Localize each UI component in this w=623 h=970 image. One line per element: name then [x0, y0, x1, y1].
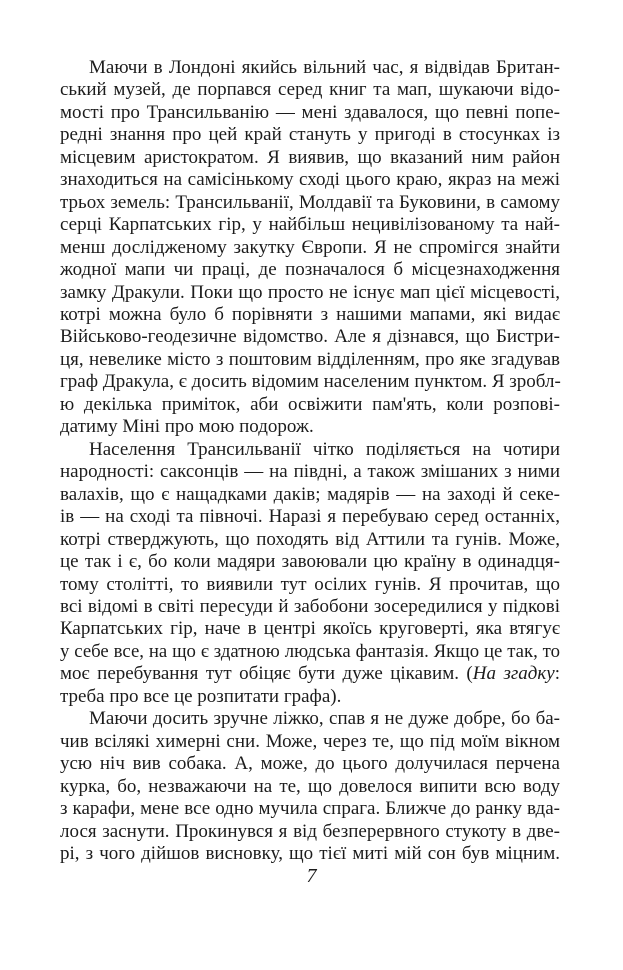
text-line: це так і є, бо коли мадяри завоювали цю країну в одинадця-	[60, 551, 560, 572]
text-line: ів — на сході та півночі. Наразі я перебуваю серед останніх,	[60, 506, 560, 527]
text-line: граф Дракула, є досить відомим населеним пунктом. Я зробл-	[60, 371, 561, 392]
text-line: Маючи в Лондоні якийсь вільний час, я відвідав Британ-	[89, 57, 560, 78]
text-line: Військово-геодезичне відомство. Але я дізнався, що Бистри-	[60, 326, 560, 347]
text-line: курка, бо, незважаючи на те, що довелося випити всю воду	[60, 776, 560, 797]
text-line: всі відомі в світі пересуди й забобони зосередилися у підкові	[60, 596, 560, 617]
text-line	[60, 663, 560, 685]
text-run: :	[554, 663, 560, 684]
text-line: усю ніч вив собака. А, може, до цього долучилася перчена	[60, 753, 560, 774]
text-line: мості про Трансильванію — мені здавалося, що певні попе-	[60, 102, 560, 123]
text-line: місцевим аристократом. Я виявив, що вказаний ним район	[60, 147, 560, 168]
note-label: На згадку	[472, 663, 555, 684]
text-line: ю декілька приміток, аби освіжити пам'ять, коли розпові-	[60, 394, 560, 415]
text-line: ський музей, де порпався серед книг та мап, шукаючи відо-	[60, 79, 560, 100]
text-line: котрі стверджують, що походять від Аттили та гунів. Може,	[60, 529, 560, 550]
text-line: тому столітті, то виявили тут осілих гунів. Я прочитав, що	[60, 574, 560, 595]
text-line: у себе все, на що є здатною людська фантазія. Якщо це так, то	[60, 641, 560, 662]
text-line: лося заснути. Прокинувся я від безперервного стукоту в две-	[60, 821, 560, 842]
text-line: треба про все це розпитати графа).	[60, 686, 342, 707]
text-line: трьох земель: Трансильванії, Молдавії та Буковини, в самому	[60, 192, 560, 213]
text-line: Карпатських гір, наче в центрі якоїсь круговерті, яка втягує	[60, 618, 560, 639]
text-line: валахів, що є нащадками даків; мадярів — на заході й секе-	[60, 484, 560, 505]
text-line: знаходиться на самісінькому сході цього краю, якраз на межі	[60, 169, 560, 190]
text-line: редні знання про цей край стануть у пригоді в стосунках із	[60, 124, 560, 145]
text-line: народності: саксонців — на півдні, а також змішаних з ними	[60, 461, 560, 482]
text-line: замку Дракули. Поки що просто не існує мап цієї місцевості,	[60, 282, 560, 303]
text-line: ця, невелике місто з поштовим відділенням, про яке згадував	[60, 349, 560, 370]
text-line: чив всілякі химерні сни. Може, через те, що під моїм вікном	[60, 731, 560, 752]
text-line: з карафи, мене все одно мучила спрага. Ближче до ранку вда-	[60, 798, 560, 819]
text-line: менш дослідженому закутку Європи. Я не спромігся знайти	[60, 237, 560, 258]
text-line: жодної мапи чи праці, де позначалося б місцезнаходження	[60, 259, 560, 280]
text-line: Маючи досить зручне ліжко, спав я не дуже добре, бо ба-	[89, 708, 560, 729]
text-run: моє перебування тут обіцяє бути дуже цікавим. (	[60, 663, 473, 684]
page-number: 7	[306, 865, 317, 887]
text-line: котрі можна було б порівняти з нашими мапами, які видає	[60, 304, 560, 325]
text-line: рі, з чого дійшов висновку, що тієї миті мій сон був міцним.	[60, 843, 560, 864]
text-line: Населення Трансильванії чітко поділяється на чотири	[89, 439, 560, 460]
text-line: серці Карпатських гір, у найбільш нецивілізованому та най-	[60, 214, 560, 235]
text-line: датиму Міні про мою подорож.	[60, 416, 314, 437]
